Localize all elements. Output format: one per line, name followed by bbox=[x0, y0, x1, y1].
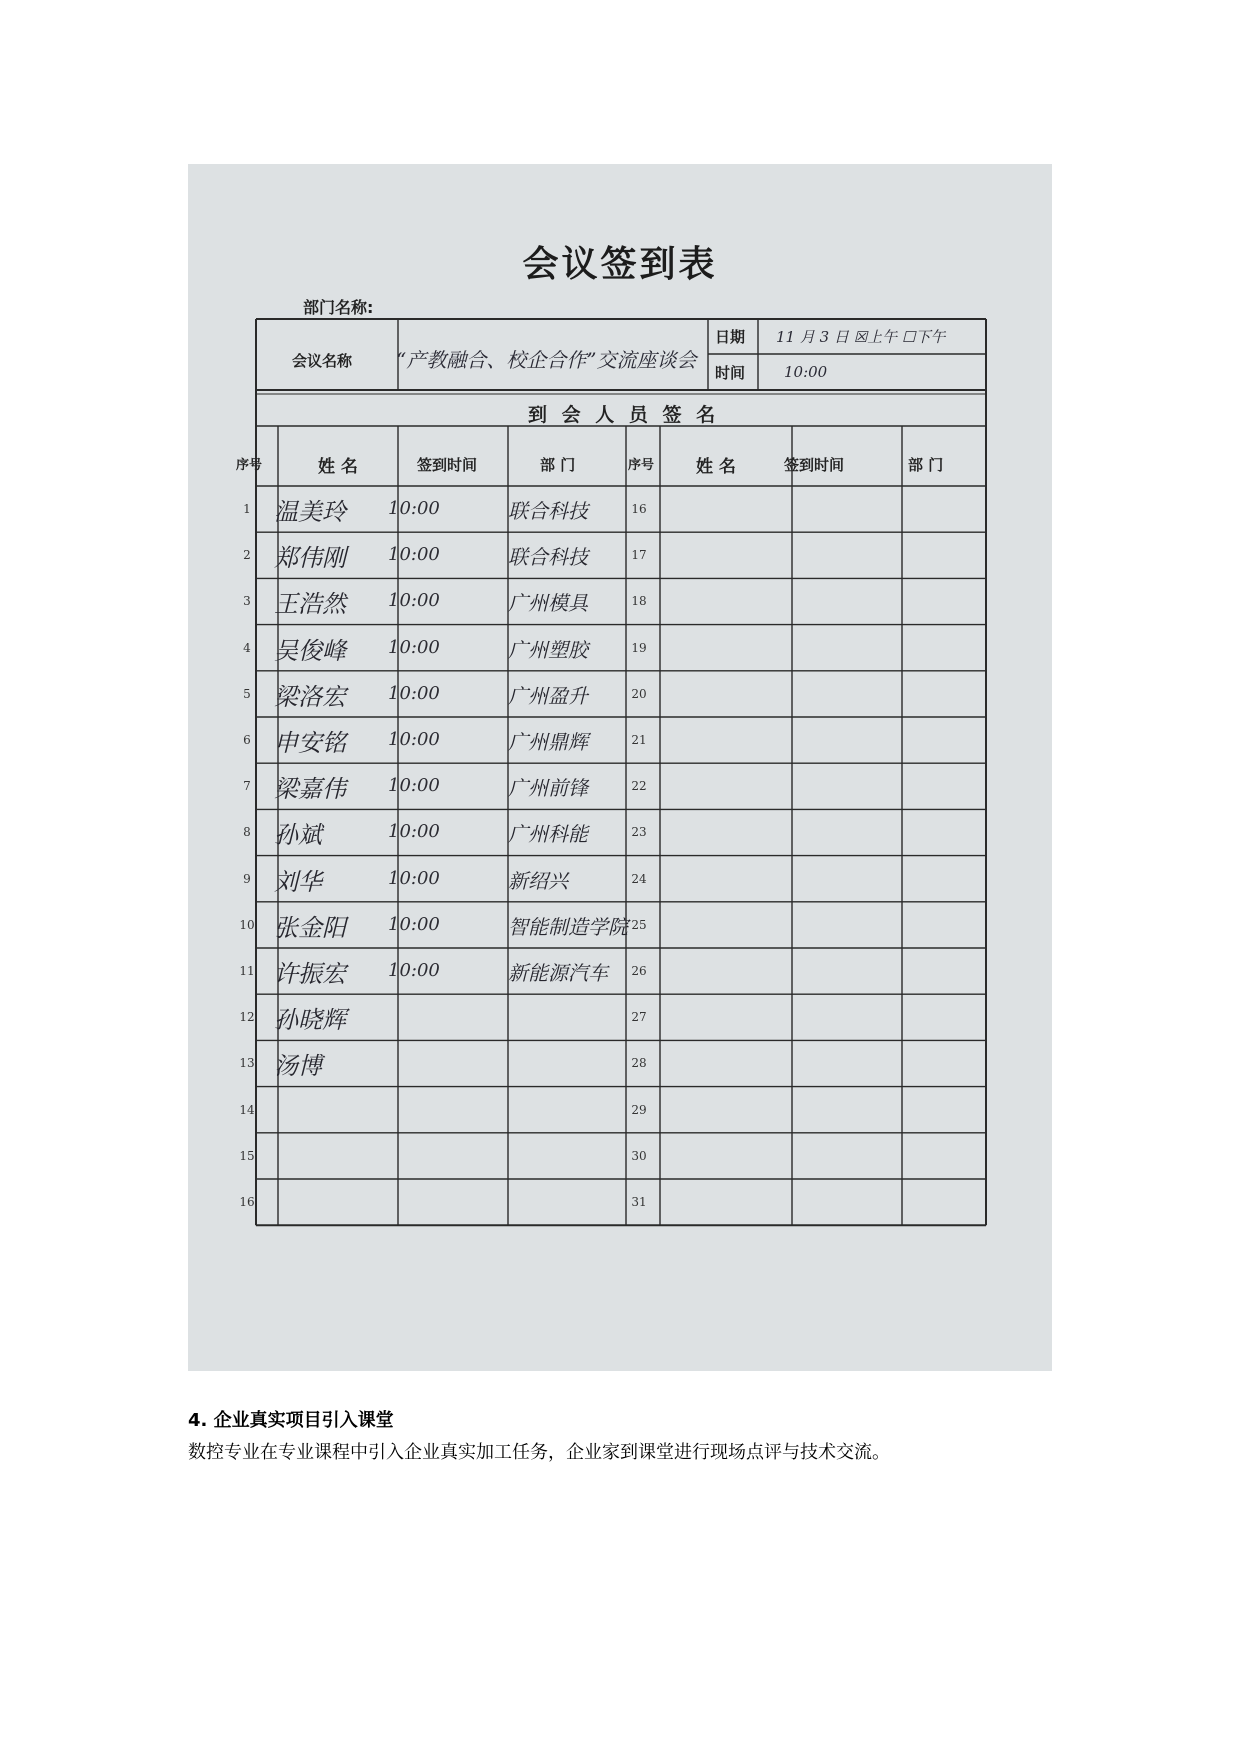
row-number: 10 bbox=[239, 917, 255, 932]
attendee-signature: 梁洛宏 bbox=[274, 682, 346, 711]
time-label: 时间 bbox=[715, 364, 746, 382]
row-number: 13 bbox=[239, 1056, 255, 1071]
attendee-signature: 刘华 bbox=[274, 867, 322, 896]
section-body: 数控专业在专业课程中引入企业真实加工任务，企业家到课堂进行现场点评与技术交流。 bbox=[188, 1442, 890, 1463]
attendee-signature: 吴俊峰 bbox=[274, 636, 346, 665]
attendee-department: 广州模具 bbox=[508, 591, 588, 616]
signin-time: 10:00 bbox=[388, 636, 440, 658]
row-number: 8 bbox=[243, 825, 251, 840]
signin-time: 10:00 bbox=[388, 729, 440, 750]
signin-time: 10:00 bbox=[388, 775, 440, 797]
date-label: 日期 bbox=[715, 328, 746, 346]
meeting-name-value: “产教融合、校企合作”交流座谈会 bbox=[396, 348, 697, 372]
sheet-title: 会议签到表 bbox=[522, 244, 718, 285]
signin-time: 10:00 bbox=[388, 913, 440, 935]
signin-time: 10:00 bbox=[388, 498, 440, 519]
row-number-right: 16 bbox=[631, 502, 647, 516]
row-number: 11 bbox=[239, 964, 255, 978]
col-dept-left: 部 门 bbox=[540, 456, 576, 474]
signin-time: 10:00 bbox=[388, 590, 440, 612]
row-number-right: 20 bbox=[631, 686, 647, 701]
row-number-right: 21 bbox=[631, 733, 647, 747]
row-number: 3 bbox=[243, 594, 251, 609]
col-name-right: 姓 名 bbox=[696, 457, 736, 477]
row-number-right: 29 bbox=[631, 1102, 647, 1117]
attendee-signature: 梁嘉伟 bbox=[274, 775, 346, 804]
attendee-department: 新能源汽车 bbox=[508, 961, 608, 985]
row-number: 15 bbox=[239, 1148, 255, 1163]
attendee-signature: 张金阳 bbox=[274, 913, 346, 942]
attendee-signature: 申安铭 bbox=[274, 729, 346, 757]
attendee-signature: 孙晓辉 bbox=[274, 1006, 346, 1035]
attendee-signature: 许振宏 bbox=[274, 960, 346, 988]
attendee-department: 新绍兴 bbox=[508, 868, 568, 893]
sign-in-sheet-photo bbox=[188, 164, 1052, 1371]
row-number-right: 17 bbox=[631, 548, 647, 563]
row-number-right: 25 bbox=[631, 917, 647, 932]
row-number-right: 18 bbox=[631, 594, 647, 609]
row-number-right: 30 bbox=[631, 1148, 647, 1163]
attendee-department: 广州盈升 bbox=[508, 683, 588, 708]
attendee-department: 联合科技 bbox=[508, 499, 588, 523]
col-seq-left: 序号 bbox=[236, 458, 263, 473]
attendee-department: 广州鼎辉 bbox=[508, 730, 588, 754]
signin-time: 10:00 bbox=[388, 867, 440, 889]
col-name-left: 姓 名 bbox=[318, 457, 358, 477]
signin-time: 10:00 bbox=[388, 821, 440, 843]
signin-time: 10:00 bbox=[388, 960, 440, 981]
attendee-department: 智能制造学院 bbox=[508, 914, 628, 939]
row-number: 1 bbox=[243, 502, 251, 516]
row-number: 9 bbox=[243, 871, 251, 886]
meeting-name-label: 会议名称 bbox=[292, 352, 353, 370]
attendee-signature: 孙斌 bbox=[274, 821, 322, 850]
row-number: 16 bbox=[239, 1195, 255, 1209]
row-number-right: 27 bbox=[631, 1010, 647, 1025]
attendee-department: 广州塑胶 bbox=[508, 637, 588, 662]
col-time-left: 签到时间 bbox=[417, 456, 478, 474]
attendee-signature: 郑伟刚 bbox=[274, 544, 346, 573]
col-time-right: 签到时间 bbox=[784, 456, 845, 474]
row-number-right: 28 bbox=[631, 1056, 647, 1071]
row-number: 12 bbox=[239, 1010, 255, 1025]
row-number-right: 26 bbox=[631, 964, 647, 978]
attendee-signature: 王浩然 bbox=[274, 590, 346, 619]
row-number: 14 bbox=[239, 1102, 255, 1117]
attendees-header: 到 会 人 员 签 名 bbox=[528, 404, 720, 426]
col-dept-right: 部 门 bbox=[908, 456, 944, 474]
row-number-right: 31 bbox=[631, 1195, 647, 1209]
attendee-signature: 汤博 bbox=[274, 1052, 322, 1081]
row-number-right: 23 bbox=[631, 825, 647, 840]
time-value: 10:00 bbox=[784, 363, 828, 381]
attendee-signature: 温美玲 bbox=[274, 498, 346, 526]
date-value: 11 月 3 日 ☒上午 ☐下午 bbox=[776, 328, 946, 346]
attendee-department: 广州科能 bbox=[508, 822, 588, 847]
row-number-right: 24 bbox=[631, 871, 647, 886]
row-number: 7 bbox=[243, 779, 251, 794]
row-number: 2 bbox=[243, 548, 251, 563]
signin-time: 10:00 bbox=[388, 682, 440, 704]
row-number-right: 22 bbox=[631, 779, 647, 794]
row-number: 4 bbox=[243, 640, 251, 655]
section-heading: 4. 企业真实项目引入课堂 bbox=[188, 1410, 394, 1431]
attendee-department: 广州前锋 bbox=[508, 776, 588, 801]
attendee-department: 联合科技 bbox=[508, 545, 588, 570]
row-number-right: 19 bbox=[631, 640, 647, 655]
signin-time: 10:00 bbox=[388, 544, 440, 566]
col-seq-right: 序号 bbox=[628, 458, 655, 473]
row-number: 6 bbox=[243, 733, 251, 747]
row-number: 5 bbox=[243, 686, 251, 701]
department-label: 部门名称: bbox=[303, 298, 374, 317]
